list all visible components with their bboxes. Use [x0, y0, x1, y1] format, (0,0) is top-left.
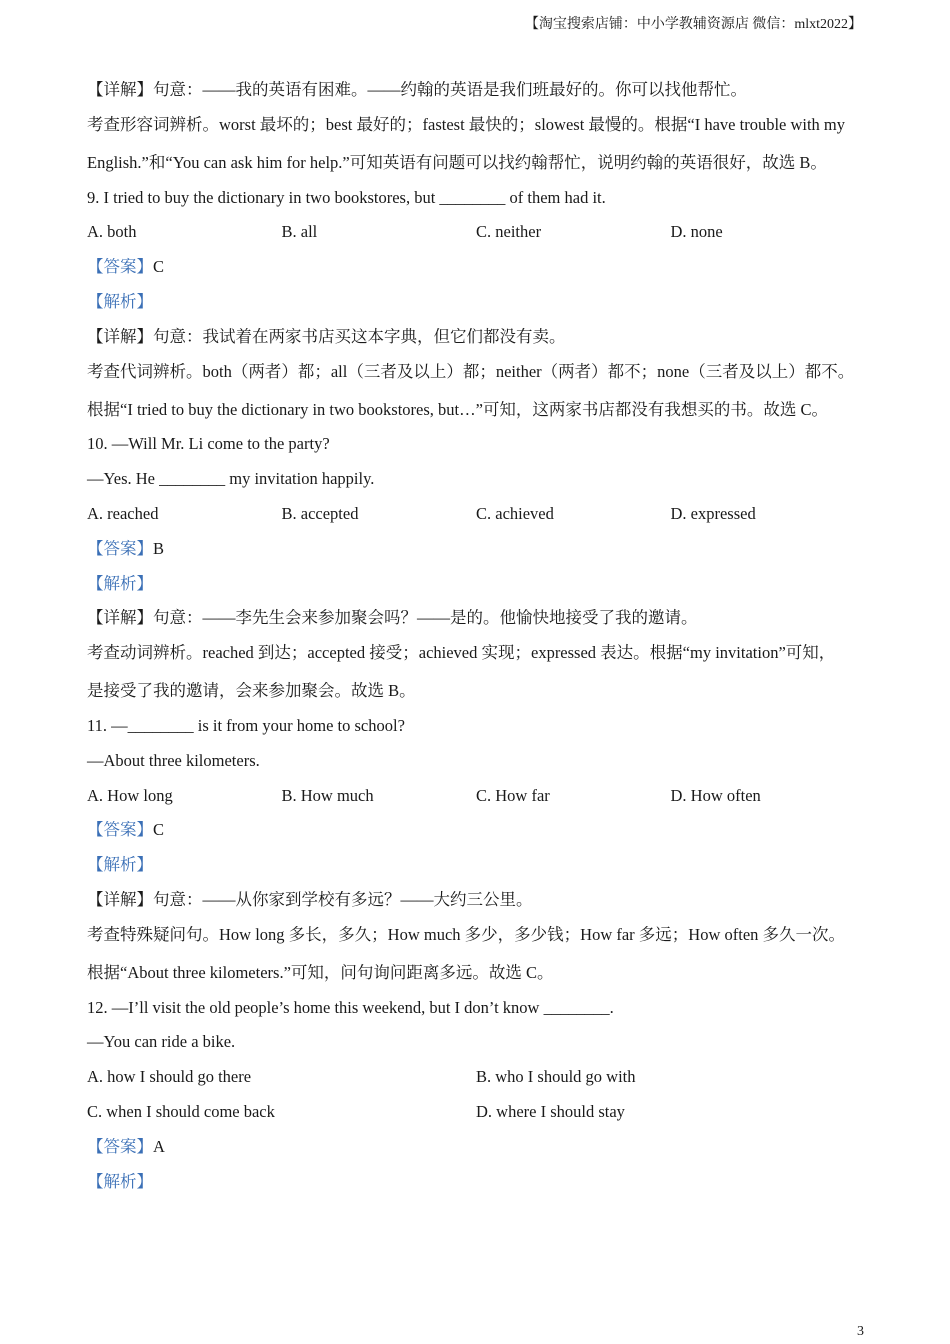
- answer-label: 【答案】: [87, 538, 153, 558]
- q11-analysis-label: 【解析】: [87, 855, 153, 875]
- answer-value: C: [153, 257, 165, 277]
- answer-label: 【答案】: [87, 257, 153, 277]
- q9-options: [87, 220, 877, 244]
- q10-option-b: B. accepted: [281, 503, 359, 523]
- q11-option-c: C. How far: [476, 785, 550, 805]
- q9-analysis-label: 【解析】: [87, 291, 153, 311]
- q11-analysis-2: 根据“About three kilometers.”可知，问句询问距离多远。故选 C。: [87, 962, 554, 982]
- q11-stem-1: 11. —________ is it from your home to school?: [87, 715, 405, 735]
- q12-option-a: A. how I should go there: [87, 1067, 252, 1087]
- q11-option-d: D. How often: [670, 785, 761, 805]
- answer-value: A: [153, 1136, 165, 1156]
- q10-analysis-label: 【解析】: [87, 573, 153, 593]
- q9-analysis-1: 考查代词辨析。both（两者）都；all（三者及以上）都；neither（两者）都不；none（三者及以上）都不。: [87, 361, 855, 381]
- page-number: 3: [857, 1324, 864, 1339]
- q11-option-b: B. How much: [281, 785, 374, 805]
- answer-value: B: [153, 538, 165, 558]
- q10-option-d: D. expressed: [670, 503, 756, 523]
- q10-answer: [87, 537, 877, 561]
- q11-stem-2: —About three kilometers.: [87, 750, 260, 770]
- q8-analysis-2: English.”和“You can ask him for help.”可知英语有问题可以找约翰帮忙，说明约翰的英语很好，故选 B。: [87, 152, 827, 172]
- q9-answer: [87, 255, 877, 279]
- q12-option-c: C. when I should come back: [87, 1101, 275, 1121]
- document-body: [87, 78, 877, 1204]
- q9-option-d: D. none: [670, 222, 723, 242]
- page-header: 【淘宝搜索店铺：中小学教辅资源店 微信：mlxt2022】: [524, 17, 862, 32]
- q11-answer: [87, 818, 877, 842]
- q11-detail: 【详解】句意：——从你家到学校有多远？——大约三公里。: [87, 889, 533, 909]
- q8-detail: 【详解】句意：——我的英语有困难。——约翰的英语是我们班最好的。你可以找他帮忙。: [87, 80, 747, 99]
- q11-options: [87, 784, 877, 808]
- q9-detail: 【详解】句意：我试着在两家书店买这本字典，但它们都没有卖。: [87, 326, 566, 346]
- q11-analysis-1: 考查特殊疑问句。How long 多长，多久；How much 多少，多少钱；How far 多远；How often 多久一次。: [87, 924, 846, 944]
- q10-stem-2: —Yes. He ________ my invitation happily.: [87, 469, 375, 489]
- q10-analysis-1: 考查动词辨析。reached 到达；accepted 接受；achieved 实现；expressed 表达。根据“my invitation”可知，: [87, 643, 836, 663]
- answer-label: 【答案】: [87, 1136, 153, 1156]
- q9-option-c: C. neither: [476, 222, 542, 242]
- q11-option-a: A. How long: [87, 785, 173, 805]
- q10-detail: 【详解】句意：——李先生会来参加聚会吗？——是的。他愉快地接受了我的邀请。: [87, 608, 698, 628]
- q10-options: [87, 502, 877, 526]
- q12-options-row-2: [87, 1100, 877, 1124]
- q9-stem: 9. I tried to buy the dictionary in two bookstores, but ________ of them had it.: [87, 187, 606, 207]
- q12-stem-2: —You can ride a bike.: [87, 1032, 236, 1052]
- q9-analysis-2: 根据“I tried to buy the dictionary in two bookstores, but…”可知，这两家书店都没有我想买的书。故选 C。: [87, 399, 829, 419]
- q9-option-a: A. both: [87, 222, 137, 242]
- q12-option-d: D. where I should stay: [476, 1101, 625, 1121]
- q12-answer: [87, 1135, 877, 1159]
- q10-stem-1: 10. —Will Mr. Li come to the party?: [87, 434, 330, 454]
- answer-value: C: [153, 820, 165, 840]
- q12-analysis-label: 【解析】: [87, 1171, 153, 1191]
- q12-option-b: B. who I should go with: [476, 1067, 636, 1087]
- q9-option-b: B. all: [281, 222, 318, 242]
- q10-analysis-2: 是接受了我的邀请，会来参加聚会。故选 B。: [87, 681, 416, 701]
- answer-label: 【答案】: [87, 820, 153, 840]
- q8-analysis-1: 考查形容词辨析。worst 最坏的；best 最好的；fastest 最快的；slowest 最慢的。根据“I have trouble with my: [87, 114, 846, 134]
- q12-stem-1: 12. —I’ll visit the old people’s home this weekend, but I don’t know ________.: [87, 997, 614, 1017]
- q10-option-a: A. reached: [87, 503, 159, 523]
- q10-option-c: C. achieved: [476, 503, 554, 523]
- q12-options-row-1: [87, 1065, 877, 1089]
